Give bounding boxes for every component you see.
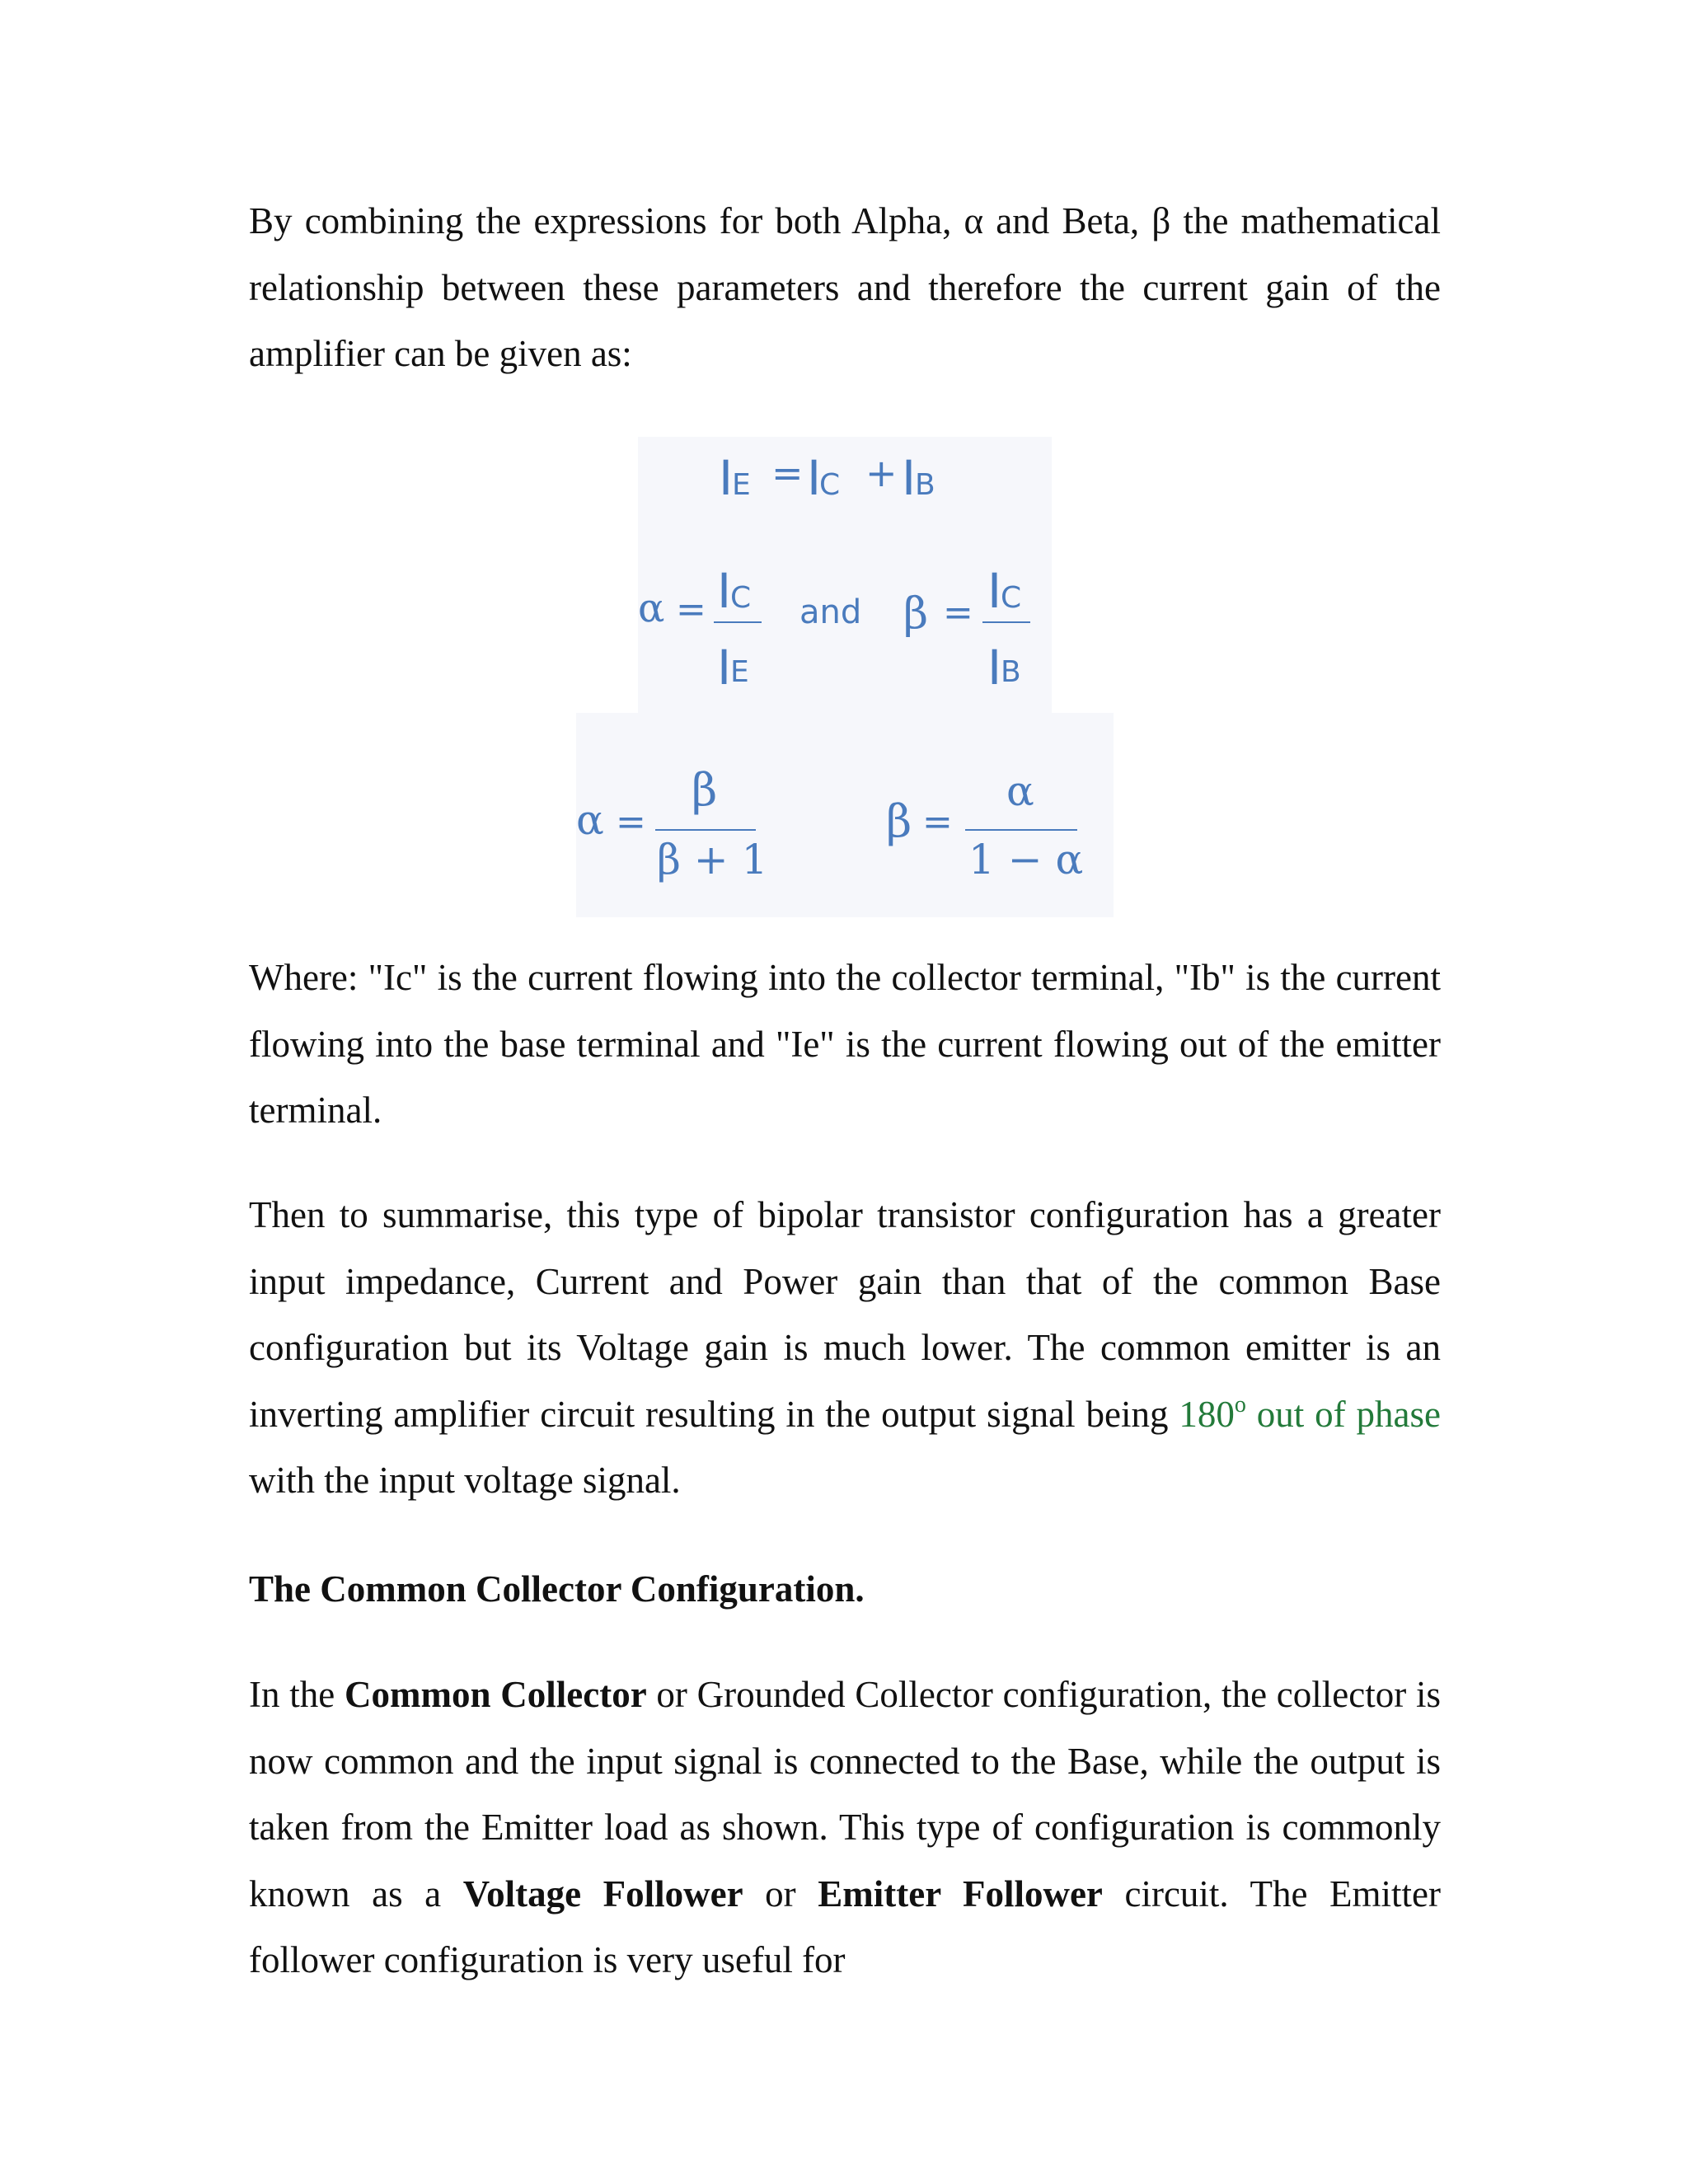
svg-text:B: B [1001, 655, 1021, 689]
svg-text:I: I [719, 450, 734, 506]
svg-text:I: I [717, 563, 732, 619]
paragraph-current-definitions: Where: "Ic" is the current flowing into the collector terminal, "Ib" is the current flowing into the base terminal and "Ie" is the current flowing out of the emitter terminal. [249, 957, 1441, 1131]
svg-text:B: B [915, 468, 935, 502]
svg-text:I: I [987, 563, 1002, 619]
svg-text:I: I [987, 640, 1002, 696]
svg-text:E: E [730, 655, 749, 689]
paragraph-summary: Then to summarise, this type of bipolar transistor configuration has a greater input impedance, Current and Power gain than that of the common Base configuration but its Voltage gain is much lower. The common emitter is an inverting amplifier circuit resulting in the output signal being 180$^o$ out of phase with the input voltage signal. [249, 1194, 1442, 1501]
svg-text:I: I [717, 640, 732, 696]
svg-text:1 − α: 1 − α [968, 836, 1084, 883]
svg-text:+: + [865, 451, 898, 495]
svg-text:I: I [902, 450, 917, 506]
svg-text:C: C [1001, 581, 1022, 615]
svg-text:C: C [819, 468, 841, 502]
svg-text:=: = [943, 592, 973, 634]
svg-text:β: β [692, 764, 718, 816]
svg-text:=: = [771, 451, 804, 495]
svg-text:=: = [616, 801, 646, 843]
svg-text:α: α [1006, 767, 1034, 815]
svg-text:=: = [922, 801, 953, 843]
svg-text:α: α [638, 585, 665, 631]
equation-beta-from-alpha [886, 767, 1083, 883]
paragraph-alpha-beta-intro: By combining the expressions for both Alpha, α and Beta, β the mathematical relationship between these parameters and therefore the current gain of the amplifier can be given as: [249, 200, 1441, 374]
phase-link[interactable]: 180$^o$ out of phase [1179, 1391, 1442, 1435]
svg-text:β: β [886, 795, 912, 847]
formula-image-bottom [576, 713, 1114, 917]
svg-text:=: = [676, 588, 706, 630]
section-heading: The Common Collector Configuration. [249, 1568, 865, 1610]
svg-text:and: and [799, 593, 862, 631]
svg-text:α: α [576, 796, 604, 844]
svg-text:I: I [807, 450, 822, 506]
equation-alpha-beta-definitions [638, 563, 1030, 696]
equation-alpha-from-beta [576, 764, 767, 883]
formula-image-top [638, 437, 1052, 713]
svg-text:β + 1: β + 1 [657, 836, 768, 883]
svg-text:E: E [732, 468, 751, 502]
svg-text:C: C [730, 581, 752, 615]
svg-text:β: β [903, 589, 929, 639]
paragraph-common-collector: In the Common Collector or Grounded Collector configuration, the collector is now common and the input signal is connected to the Base, while the output is taken from the Emitter load as shown. This type of configuration is commonly known as a Voltage Follower or Emitter Follower circuit. The Emitter follower configuration is very useful for [249, 1674, 1441, 1980]
equation-emitter-current [719, 450, 935, 506]
